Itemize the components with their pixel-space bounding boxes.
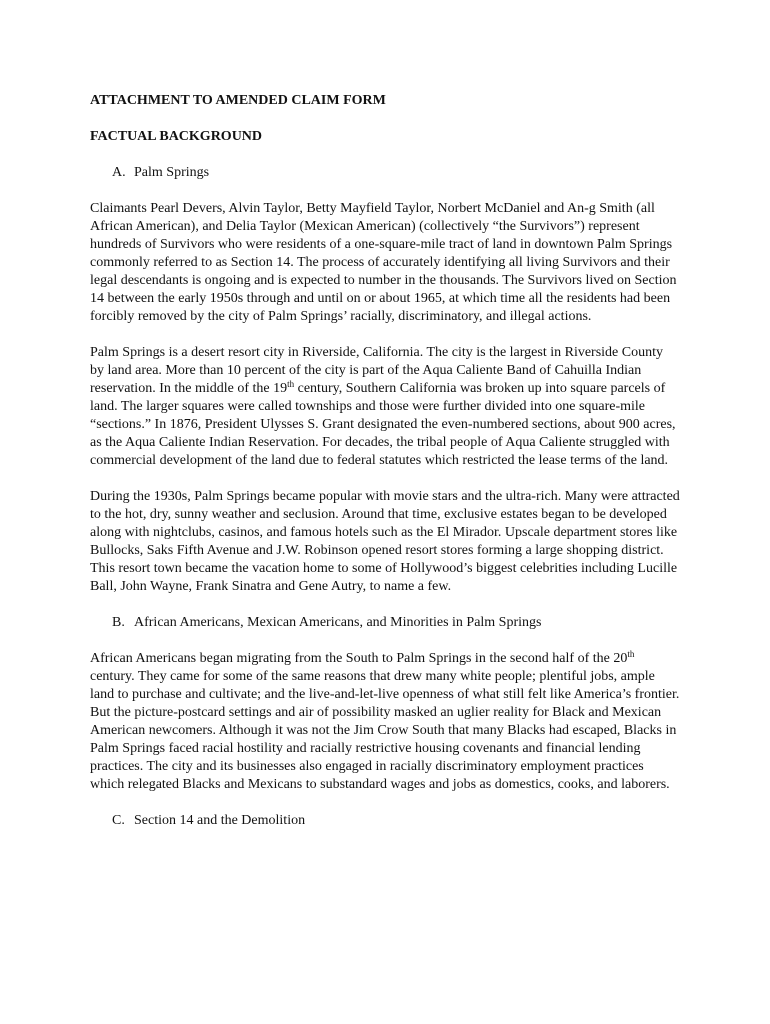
paragraph-migration [90,650,680,794]
paragraph-1930s: During the 1930s, Palm Springs became popular with movie stars and the ultra-rich. Many were attracted to the hot, dry, sunny weather and seclusion. Around that time, exclusive estates began to be developed along with nightclubs, casinos, and famous hotels such as the El Mirador. Upscale department stores like Bullocks, Saks Fifth Avenue and J.W. Robinson opened resort stores forming a large shopping district. This resort town became the vacation home to some of Hollywood’s biggest celebrities including Lucille Ball, John Wayne, Frank Sinatra and Gene Autry, to name a few. [90,489,680,594]
paragraph-palm-springs-history [90,344,680,470]
subsection-c-heading [112,812,680,830]
document-content [90,92,680,830]
subsection-c-letter: C. [112,813,125,828]
subsection-a-heading [112,164,680,182]
paragraph-text: century. They came for some of the same reasons that drew many white people; plentiful jobs, ample land to purchase and cultivate; and the live-and-let-live openness of what still felt like America’s frontier. But the picture-postcard settings and air of possibility masked an uglier reality for Black and Mexican American newcomers. Although it was not the Jim Crow South that many Blacks had escaped, Blacks in Palm Springs faced racial hostility and racially restrictive housing covenants and financial lending practices. The city and its businesses also engaged in racially discriminatory employment practices which relegated Blacks and Mexicans to substandard wages and jobs as domestics, cooks, and laborers. [90,669,680,792]
subsection-b-heading [112,614,680,632]
subsection-a-letter: A. [112,165,126,180]
superscript: th [287,379,295,389]
paragraph-text: century, Southern California was broken up into square parcels of land. The larger squares were called townships and those were further divided into one square-mile “sections.” In 1876, President Ulysses S. Grant designated the even-numbered sections, about 900 acres, as the Aqua Caliente Indian Reservation. For decades, the tribal people of Aqua Caliente struggled with commercial development of the land due to federal statutes which restricted the lease terms of the land. [90,381,676,468]
document-title: ATTACHMENT TO AMENDED CLAIM FORM [90,93,386,108]
paragraph-survivors: Claimants Pearl Devers, Alvin Taylor, Betty Mayfield Taylor, Norbert McDaniel and An-g Smith (all African American), and Delia Taylor (Mexican American) (collectively “the Survivors”) represent hundreds of Survivors who were residents of a one-square-mile tract of land in downtown Palm Springs commonly referred to as Section 14. The process of accurately identifying all living Survivors and their legal descendants is ongoing and is expected to number in the thousands. The Survivors lived on Section 14 between the early 1950s through and until on or about 1965, at which time all the residents had been forcibly removed by the city of Palm Springs’ racially, discriminatory, and illegal actions. [90,201,677,324]
subsection-a-label: Palm Springs [134,165,210,180]
subsection-b-label: African Americans, Mexican Americans, and Minorities in Palm Springs [134,615,542,630]
superscript: th [627,649,635,659]
paragraph-text: Palm Springs is a desert resort city in Riverside, California. The city is the largest in Riverside County by land area. More than 10 percent of the city is part of the Aqua Caliente Band of Cahuilla Indian reservation. In the middle of the 19 [90,345,664,396]
paragraph-text: African Americans began migrating from the South to Palm Springs in the second half of the 20 [90,651,628,666]
subsection-b-letter: B. [112,615,125,630]
subsection-c-label: Section 14 and the Demolition [134,813,306,828]
section-heading: FACTUAL BACKGROUND [90,129,263,144]
